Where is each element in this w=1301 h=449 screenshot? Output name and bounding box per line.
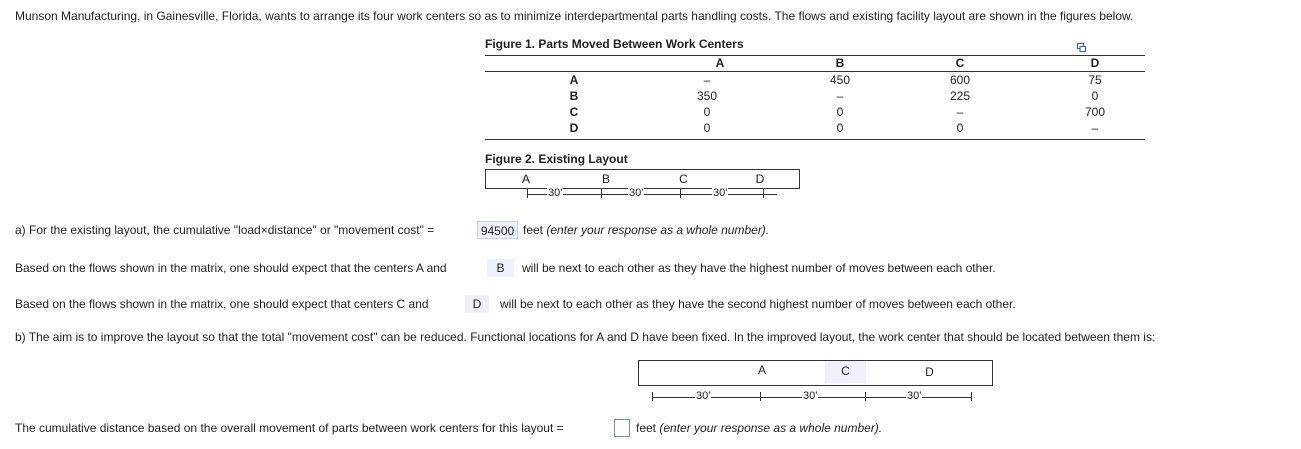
figure2-title: Figure 2. Existing Layout xyxy=(485,152,628,166)
figure1-title: Figure 1. Parts Moved Between Work Centers xyxy=(485,37,744,51)
part-a-unit: feet xyxy=(523,223,544,237)
dimension-label: 30' xyxy=(803,390,818,402)
layout-cell-a: A xyxy=(521,172,530,186)
intro-text: Munson Manufacturing, in Gainesville, Florida, wants to arrange its four work centers so as to minimize interdepartmental parts handling costs. The flows and existing facility layout are shown in the figures below. xyxy=(15,9,1134,23)
flow-matrix xyxy=(485,55,1145,140)
movement-cost-answer[interactable]: 94500 xyxy=(477,221,518,239)
layout-cell-b: B xyxy=(601,172,610,186)
cumulative-hint: (enter your response as a whole number). xyxy=(659,421,883,435)
middle-center-dropdown[interactable]: C xyxy=(825,361,866,383)
matrix-cell: – xyxy=(703,73,711,87)
part-a-prefix: a) For the existing layout, the cumulative "load×distance" or "movement cost" = xyxy=(15,223,435,237)
layout-cell-c: C xyxy=(679,172,688,186)
matrix-cell: 700 xyxy=(1084,105,1106,119)
expect2-suffix: will be next to each other as they have the second highest number of moves between each other. xyxy=(500,297,1016,311)
matrix-cell: 600 xyxy=(949,73,971,87)
centers-c-dropdown[interactable]: D xyxy=(465,295,489,313)
matrix-cell: 0 xyxy=(1091,89,1099,103)
matrix-cell: 0 xyxy=(703,121,711,135)
part-b-text: b) The aim is to improve the layout so that the total "movement cost" can be reduced. Functional locations for A and D have been fixed. In the improved layout, the work center that should be located between them is: xyxy=(15,330,1156,344)
existing-layout xyxy=(485,169,800,189)
cumulative-distance-input[interactable] xyxy=(614,419,630,437)
centers-a-dropdown[interactable]: B xyxy=(487,259,514,277)
expect1-suffix: will be next to each other as they have the highest number of moves between each other. xyxy=(522,261,996,275)
matrix-cell: 75 xyxy=(1088,73,1102,87)
dimension-label: 30' xyxy=(696,390,711,402)
matrix-cell: 350 xyxy=(696,89,718,103)
matrix-cell: – xyxy=(956,105,964,119)
matrix-cell: 0 xyxy=(836,121,844,135)
matrix-cell: 450 xyxy=(829,73,851,87)
matrix-cell: 0 xyxy=(836,105,844,119)
matrix-cell: 225 xyxy=(949,89,971,103)
dimension-label: 30' xyxy=(713,187,728,199)
improved-cell-a: A xyxy=(757,363,766,377)
row-label-c: C xyxy=(569,105,579,119)
col-header-b: B xyxy=(835,56,845,70)
layout-cell-d: D xyxy=(755,172,765,186)
improved-cell-d: D xyxy=(925,365,934,379)
expect1-prefix: Based on the flows shown in the matrix, one should expect that the centers A and xyxy=(15,261,447,275)
matrix-cell: – xyxy=(836,89,844,103)
col-header-a: A xyxy=(715,56,725,70)
copy-icon[interactable] xyxy=(1077,43,1086,52)
dimension-label: 30' xyxy=(629,187,644,199)
row-label-d: D xyxy=(569,121,579,135)
cumulative-unit: feet xyxy=(636,421,657,435)
expect2-prefix: Based on the flows shown in the matrix, one should expect that centers C and xyxy=(15,297,429,311)
part-a-hint: (enter your response as a whole number). xyxy=(546,223,770,237)
matrix-cell: – xyxy=(1091,121,1099,135)
row-label-b: B xyxy=(569,89,579,103)
matrix-cell: 0 xyxy=(956,121,964,135)
dimension-label: 30' xyxy=(907,390,922,402)
col-header-d: D xyxy=(1090,56,1100,70)
row-label-a: A xyxy=(569,73,579,87)
matrix-cell: 0 xyxy=(703,105,711,119)
dimension-label: 30' xyxy=(548,187,563,199)
col-header-c: C xyxy=(955,56,965,70)
cumulative-prefix: The cumulative distance based on the overall movement of parts between work centers for this layout = xyxy=(15,421,564,435)
